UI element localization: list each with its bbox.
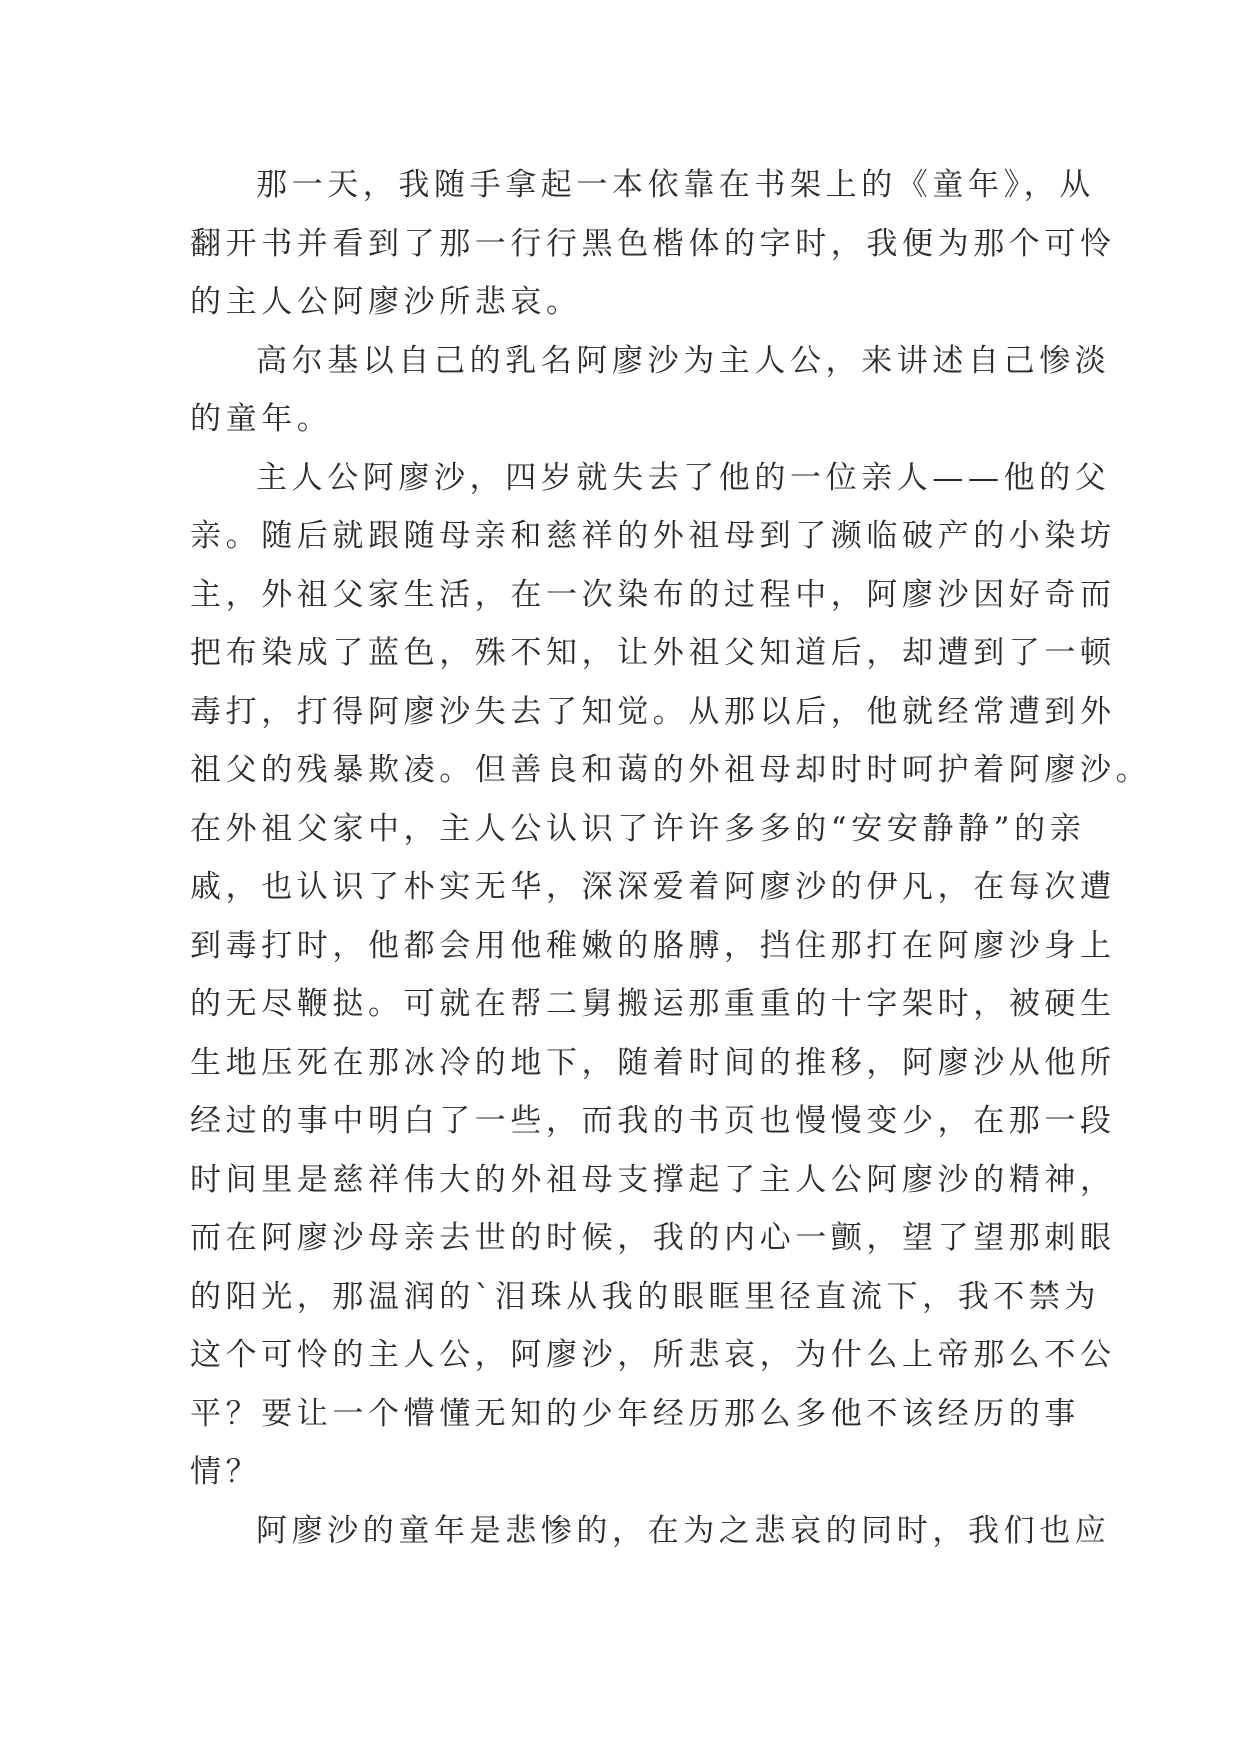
text-line: 翻开书并看到了那一行行黑色楷体的字时，我便为那个可怜	[190, 225, 1116, 262]
text-line: 的童年。	[190, 401, 333, 437]
text-line: 平？要让一个懵懂无知的少年经历那么多他不该经历的事	[190, 1395, 1080, 1432]
text-line: 主人公阿廖沙，四岁就失去了他的一位亲人——他的父	[256, 459, 1111, 496]
text-line: 的阳光，那温润的`泪珠从我的眼眶里径直流下，我不禁为	[190, 1278, 1101, 1315]
text-line: 经过的事中明白了一些，而我的书页也慢慢变少，在那一段	[190, 1103, 1116, 1139]
text-line: 戚，也认识了朴实无华，深深爱着阿廖沙的伊凡，在每次遭	[190, 869, 1116, 905]
text-line: 时间里是慈祥伟大的外祖母支撑起了主人公阿廖沙的精神，	[190, 1161, 1116, 1198]
text-line: 阿廖沙的童年是悲惨的，在为之悲哀的同时，我们也应	[256, 1512, 1111, 1549]
text-line: 的无尽鞭挞。可就在帮二舅搬运那重重的十字架时，被硬生	[190, 986, 1116, 1022]
text-line: 而在阿廖沙母亲去世的时候，我的内心一颤，望了望那刺眼	[190, 1220, 1116, 1256]
body-text	[190, 156, 1152, 1560]
text-line: 亲。随后就跟随母亲和慈祥的外祖母到了濒临破产的小染坊	[190, 518, 1116, 554]
text-line: 在外祖父家中，主人公认识了许许多多的“安安静静”的亲	[190, 810, 1086, 847]
text-line: 毒打，打得阿廖沙失去了知觉。从那以后，他就经常遭到外	[190, 693, 1116, 730]
text-line: 到毒打时，他都会用他稚嫩的胳膊，挡住那打在阿廖沙身上	[190, 927, 1116, 964]
text-line: 的主人公阿廖沙所悲哀。	[190, 284, 582, 320]
text-line: 生地压死在那冰冷的地下，随着时间的推移，阿廖沙从他所	[190, 1044, 1116, 1081]
text-line: 把布染成了蓝色，殊不知，让外祖父知道后，却遭到了一顿	[190, 635, 1116, 671]
text-line: 这个可怜的主人公，阿廖沙，所悲哀，为什么上帝那么不公	[190, 1337, 1116, 1373]
text-line: 那一天，我随手拿起一本依靠在书架上的《童年》，从	[256, 167, 1095, 203]
text-line: 情？	[190, 1454, 262, 1490]
text-line: 主，外祖父家生活，在一次染布的过程中，阿廖沙因好奇而	[190, 576, 1116, 613]
text-line: 祖父的残暴欺凌。但善良和蔼的外祖母却时时呵护着阿廖沙。	[190, 752, 1152, 788]
text-line: 高尔基以自己的乳名阿廖沙为主人公，来讲述自己惨淡	[256, 342, 1111, 379]
